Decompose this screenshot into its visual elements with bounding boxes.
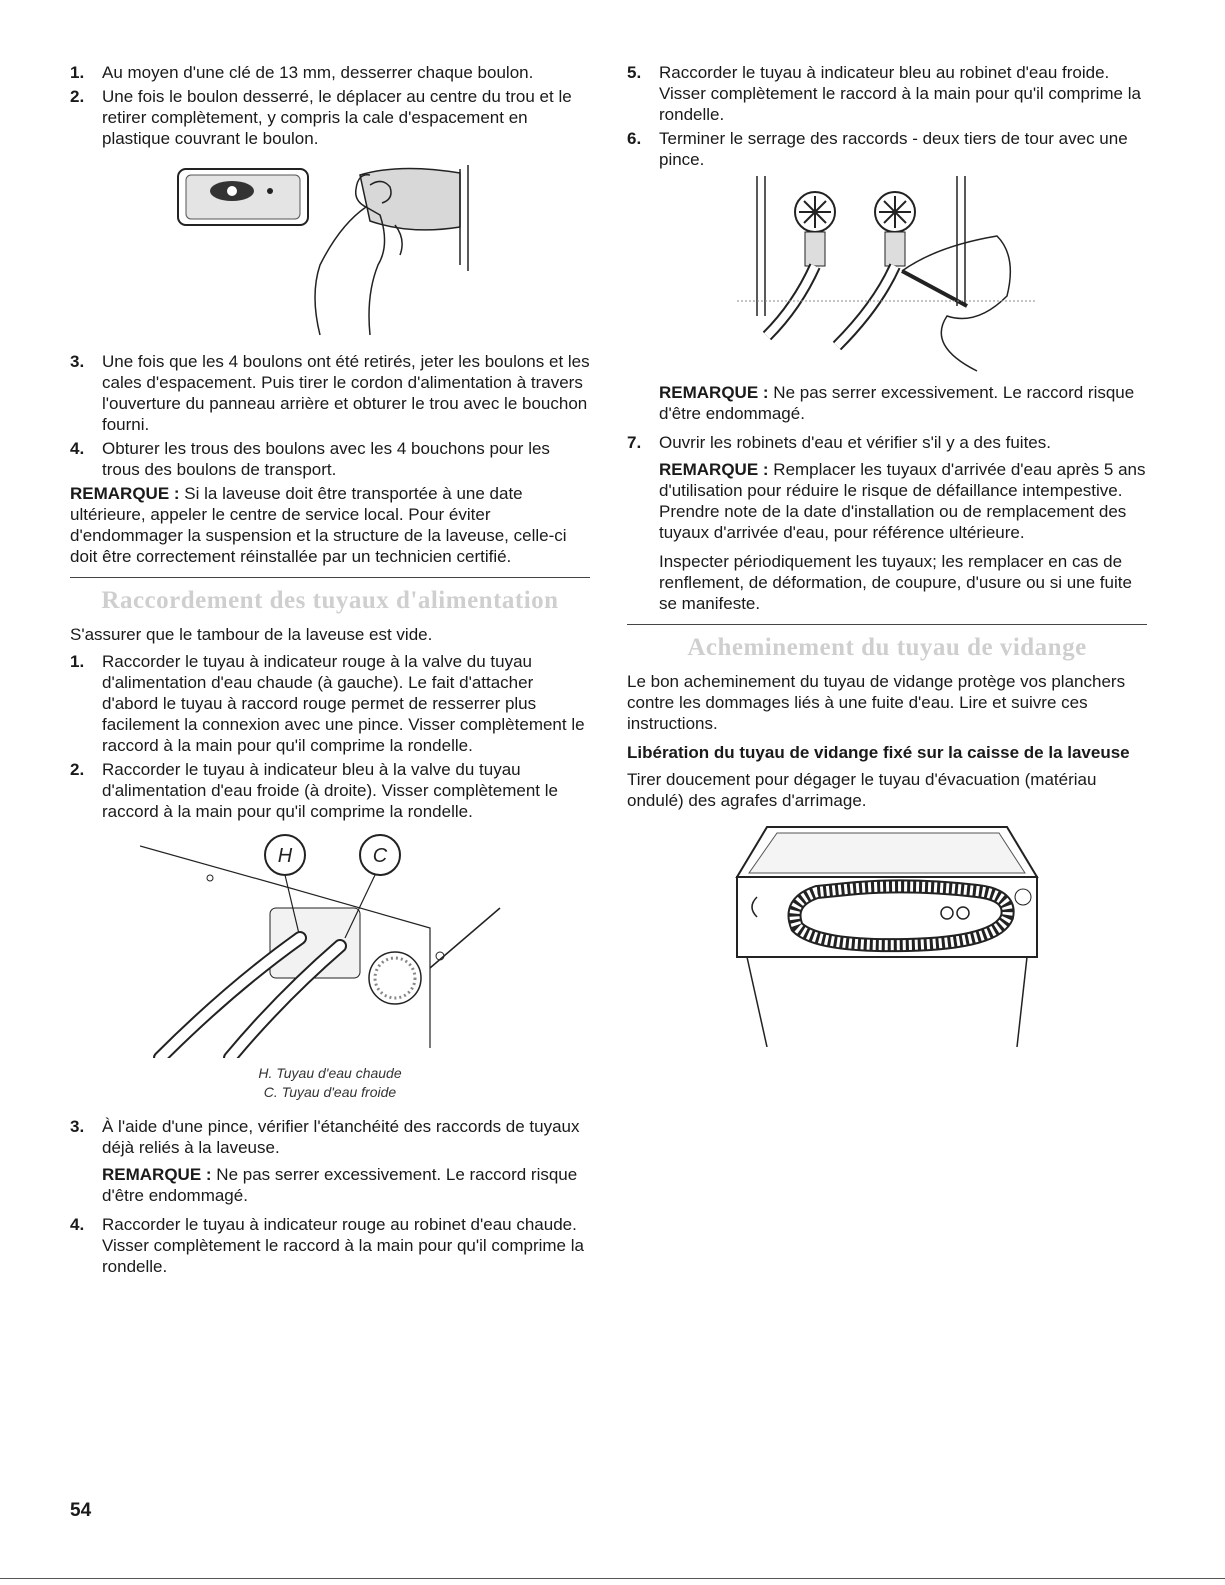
figure-label-h: H: [277, 845, 293, 867]
step-item: [627, 432, 1147, 453]
section-title: Acheminement du tuyau de vidange: [687, 634, 1087, 661]
hose-connection-illustration: [140, 828, 520, 1058]
step-item: [70, 651, 590, 756]
step-item: [627, 128, 1147, 170]
step-number: 3.: [70, 352, 85, 371]
step-number: 4.: [70, 1215, 85, 1234]
note-label: REMARQUE :: [102, 1165, 212, 1184]
inspect-paragraph: Inspecter périodiquement les tuyaux; les remplacer en cas de renflement, de déformation, de coupure, d'usure ou si une fuite se manifeste.: [659, 552, 1132, 613]
section-divider: [70, 577, 590, 578]
step-text: Raccorder le tuyau à indicateur rouge à la valve du tuyau d'alimentation d'eau chaude (à gauche). Le fait d'attacher d'abord le tuyau à raccord rouge permet de resserrer plus facilement la connexion avec une pince. Visser complètement le raccord à la main pour qu'il comprime la rondelle.: [102, 652, 585, 755]
step-text: Raccorder le tuyau à indicateur bleu à la valve du tuyau d'alimentation d'eau froide (à droite). Visser complètement le raccord à la main pour qu'il comprime la rondelle.: [102, 760, 558, 821]
step-text: Raccorder le tuyau à indicateur rouge au robinet d'eau chaude. Visser complètement le raccord à la main pour qu'il comprime la rondelle.: [102, 1215, 584, 1276]
faucet-tightening-illustration: [737, 176, 1037, 376]
page-number: 54: [70, 1500, 92, 1521]
step-item: [70, 1116, 590, 1158]
step-number: 7.: [627, 433, 642, 452]
step-number: 5.: [627, 63, 642, 82]
note-paragraph: [627, 459, 1147, 543]
step-text: Obturer les trous des boulons avec les 4 bouchons pour les trous des boulons de transport.: [102, 439, 550, 479]
note-text: Remplacer les tuyaux d'arrivée d'eau après 5 ans d'utilisation pour réduire le risque de défaillance intempestive. Prendre note de la date d'installation ou de remplacement des tuyaux d'arrivée d'eau, pour référence ultérieure.: [659, 460, 1146, 542]
step-item: [70, 86, 590, 149]
note-label: REMARQUE :: [70, 484, 180, 503]
step-item: [70, 1214, 590, 1277]
step-text: Terminer le serrage des raccords - deux tiers de tour avec une pince.: [659, 129, 1128, 169]
intro-text: Le bon acheminement du tuyau de vidange protège vos planchers contre les dommages liés à une fuite d'eau. Lire et suivre ces instructions.: [627, 672, 1126, 733]
step-item: [70, 438, 590, 480]
step-number: 3.: [70, 1117, 85, 1136]
note-paragraph: [627, 382, 1147, 424]
step-item: [627, 62, 1147, 125]
step-text: Raccorder le tuyau à indicateur bleu au robinet d'eau froide. Visser complètement le raccord à la main pour qu'il comprime la rondelle.: [659, 63, 1141, 124]
section-divider: [627, 624, 1147, 625]
drain-hose-illustration: [727, 817, 1047, 1047]
note-text: Ne pas serrer excessivement. Le raccord risque d'être endommagé.: [659, 383, 1135, 423]
step-number: 4.: [70, 439, 85, 458]
note-paragraph: [70, 483, 590, 567]
note-text: Si la laveuse doit être transportée à une date ultérieure, appeler le centre de service local. Pour éviter d'endommager la suspension et la structure de la laveuse, celle-ci doit être correctement réinstallée par un technicien certifié.: [70, 484, 567, 566]
step-text: Une fois que les 4 boulons ont été retirés, jeter les boulons et les cales d'espacement. Puis tirer le cordon d'alimentation à travers l'ouverture du panneau arrière et obturer le trou avec le bouchon fourni.: [102, 352, 590, 434]
step-item: [70, 62, 590, 83]
bottom-rule: [0, 1578, 1225, 1579]
note-label: REMARQUE :: [659, 460, 769, 479]
step-number: 2.: [70, 760, 85, 779]
step-text: À l'aide d'une pince, vérifier l'étanchéité des raccords de tuyaux déjà reliés à la laveuse.: [102, 1117, 580, 1157]
step-number: 6.: [627, 129, 642, 148]
step-text: Une fois le boulon desserré, le déplacer au centre du trou et le retirer complètement, y compris la cale d'espacement en plastique couvrant le boulon.: [102, 87, 572, 148]
step-number: 1.: [70, 652, 85, 671]
bolt-removal-illustration: [170, 155, 490, 345]
figure-caption-h: H. Tuyau d'eau chaude: [258, 1065, 402, 1081]
section-title: Raccordement des tuyaux d'alimentation: [101, 587, 559, 614]
drain-instructions: Tirer doucement pour dégager le tuyau d'évacuation (matériau ondulé) des agrafes d'arrimage.: [627, 770, 1097, 810]
intro-text: S'assurer que le tambour de la laveuse est vide.: [70, 625, 433, 644]
step-item: [70, 759, 590, 822]
note-text: Ne pas serrer excessivement. Le raccord risque d'être endommagé.: [102, 1165, 578, 1205]
step-text: Ouvrir les robinets d'eau et vérifier s'il y a des fuites.: [659, 433, 1051, 452]
note-label: REMARQUE :: [659, 383, 769, 402]
step-number: 1.: [70, 63, 85, 82]
step-item: [70, 351, 590, 435]
right-column: [627, 62, 1147, 1053]
left-column: [70, 62, 590, 1280]
subheading: Libération du tuyau de vidange fixé sur la caisse de la laveuse: [627, 743, 1130, 762]
step-text: Au moyen d'une clé de 13 mm, desserrer chaque boulon.: [102, 63, 534, 82]
note-paragraph: [70, 1164, 590, 1206]
figure-label-c: C: [372, 845, 388, 867]
step-number: 2.: [70, 87, 85, 106]
figure-caption-c: C. Tuyau d'eau froide: [263, 1084, 397, 1100]
